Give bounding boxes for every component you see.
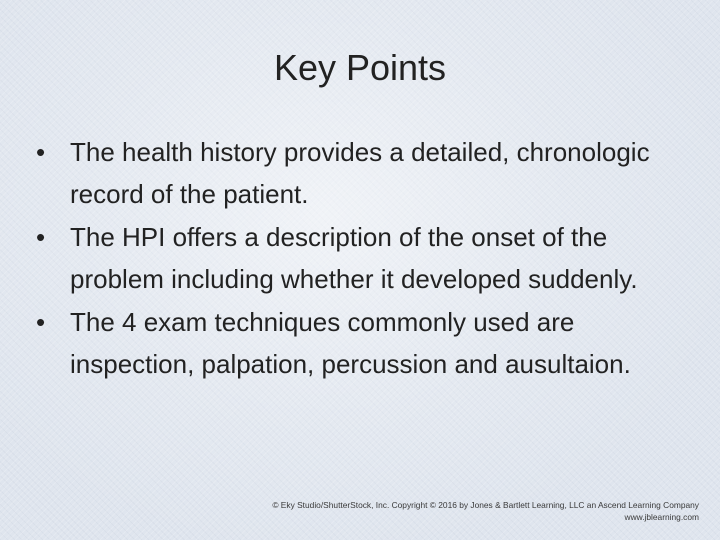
copyright-footer xyxy=(272,499,699,523)
bullet-marker: • xyxy=(36,306,46,337)
bullet-marker: • xyxy=(36,221,46,252)
bullet-text: The health history provides a detailed, chronologic record of the patient. xyxy=(70,137,650,210)
bullet-marker: • xyxy=(36,137,46,167)
publisher-url: www.jblearning.com xyxy=(624,512,699,522)
bullet-list xyxy=(36,131,692,385)
slide-title: Key Points xyxy=(273,47,447,88)
bullet-item xyxy=(36,216,692,301)
copyright-credit: © Eky Studio/ShutterStock, Inc. Copyright © 2016 by Jones & Bartlett Learning, LLC an Ascend Learning Company xyxy=(272,500,699,510)
bullet-item xyxy=(36,131,692,216)
bullet-item xyxy=(36,301,692,386)
bullet-text: The HPI offers a description of the onset of the problem including whether it developed suddenly. xyxy=(70,221,638,295)
bullet-text: The 4 exam techniques commonly used are inspection, palpation, percussion and ausultaion. xyxy=(70,306,631,380)
